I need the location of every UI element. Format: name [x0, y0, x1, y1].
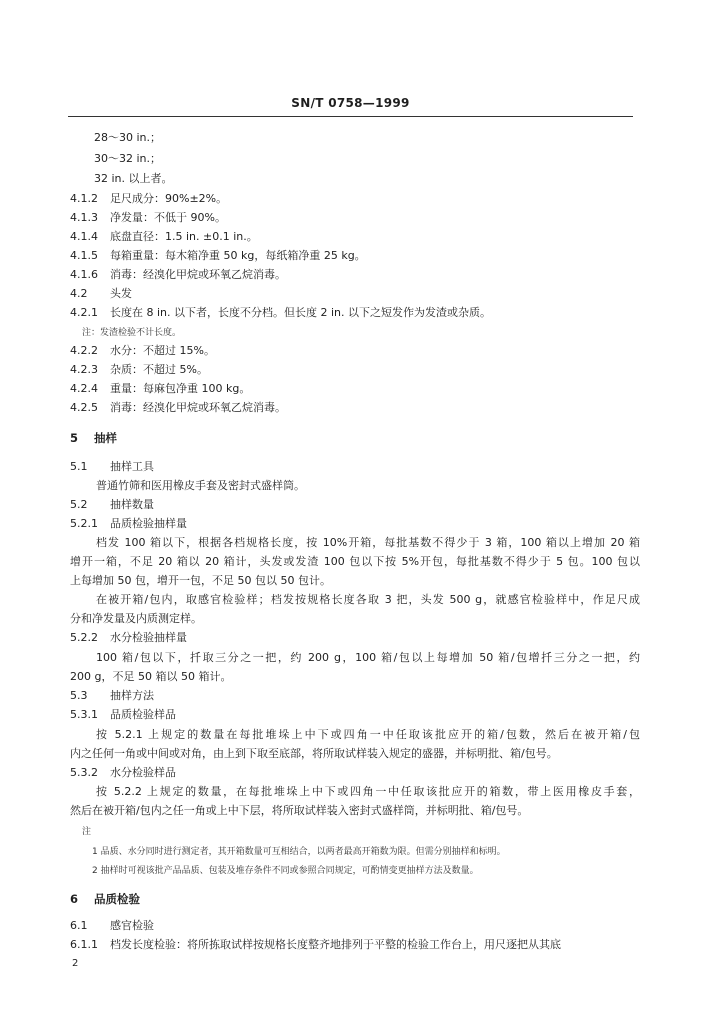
- clause-4-2-3: [70, 363, 640, 377]
- clause-4-1-2: [70, 192, 640, 206]
- clause-text: 重量：每麻包净重 100 kg。: [110, 382, 251, 395]
- clause-4-1-5: [70, 249, 640, 263]
- clause-number: 4.2.5: [70, 401, 98, 414]
- clause-number: 5.2: [70, 498, 88, 511]
- clause-number: 6.1.1: [70, 938, 98, 951]
- clause-number: 4.1.4: [70, 230, 98, 243]
- clause-5-3: [70, 689, 640, 703]
- clause-number: 5.1: [70, 460, 88, 473]
- clause-text: 抽样工具: [110, 460, 154, 473]
- clause-number: 4.2.3: [70, 363, 98, 376]
- clause-text: 杂质：不超过 5%。: [110, 363, 208, 376]
- clause-6-1: [70, 919, 640, 933]
- clause-text: 底盘直径：1.5 in. ±0.1 in.。: [110, 230, 258, 243]
- clause-text: 头发: [110, 287, 132, 300]
- paragraph-line: 上每增加 50 包，增开一包，不足 50 包以 50 包计。: [70, 574, 331, 587]
- page-header: SN/T 0758—1999: [291, 96, 410, 110]
- clause-5-1: [70, 460, 640, 474]
- clause-text: 水分检验抽样量: [110, 631, 187, 644]
- clause-text: 抽样数量: [110, 498, 154, 511]
- clause-number: 5.3.2: [70, 766, 98, 779]
- clause-text: 足尺成分：90%±2%。: [110, 192, 228, 205]
- clause-number: 4.1.2: [70, 192, 98, 205]
- note-line: 注：发渣检验不计长度。: [82, 328, 182, 338]
- note-item: 1 品质、水分同时进行测定者，其开箱数量可互相结合，以两者最高开箱数为限。但需分别抽样和标明。: [92, 847, 506, 857]
- text-line: 32 in. 以上者。: [94, 172, 173, 185]
- clause-4-1-6: [70, 268, 640, 282]
- clause-number: 4.1.3: [70, 211, 98, 224]
- note-heading: 注: [82, 827, 92, 837]
- paragraph-line: 增开一箱，不足 20 箱以 20 箱计，头发或发渣 100 包以下按 5%开包，每批基数不得少于 5 包。100 包以: [70, 555, 640, 568]
- clause-text: 感官检验: [110, 919, 154, 932]
- clause-text: 长度在 8 in. 以下者，长度不分档。但长度 2 in. 以下之短发作为发渣或杂质。: [110, 306, 492, 319]
- paragraph-line: 然后在被开箱/包内之任一角或上中下层，将所取试样装入密封式盛样筒，并标明批、箱/包号。: [70, 804, 529, 817]
- clause-5-2-2: [70, 631, 640, 645]
- clause-number: 4.2.1: [70, 306, 98, 319]
- clause-4-2-1: [70, 306, 640, 320]
- note-item: 2 抽样时可视该批产品品质、包装及堆存条件不同或参照合同规定，可酌情变更抽样方法及数量。: [92, 866, 479, 876]
- clause-4-2-5: [70, 401, 640, 415]
- clause-number: 4.2.4: [70, 382, 98, 395]
- clause-5-2-1: [70, 517, 640, 531]
- clause-text: 品质检验抽样量: [110, 517, 187, 530]
- clause-text: 品质检验样品: [110, 708, 176, 721]
- paragraph-line: 按 5.2.2 上规定的数量，在每批堆垛上中下或四角一中任取该批应开的箱数，带上医用橡皮手套，: [96, 785, 640, 798]
- clause-4-1-3: [70, 211, 640, 225]
- paragraph-line: 在被开箱/包内，取感官检验样；档发按规格长度各取 3 把，头发 500 g，就感官检验样中，作足尺成: [96, 593, 640, 606]
- clause-text: 每箱重量：每木箱净重 50 kg，每纸箱净重 25 kg。: [110, 249, 366, 262]
- clause-4-2: [70, 287, 640, 301]
- clause-text: 净发量：不低于 90%。: [110, 211, 226, 224]
- paragraph-line: 档发 100 箱以下，根据各档规格长度，按 10%开箱，每批基数不得少于 3 箱，100 箱以上增加 20 箱: [96, 536, 640, 549]
- section-5-heading: [70, 431, 640, 445]
- paragraph-line: 分和净发量及内质测定样。: [70, 612, 202, 625]
- clause-number: 4.2.2: [70, 344, 98, 357]
- clause-4-2-4: [70, 382, 640, 396]
- clause-number: 4.2: [70, 287, 88, 300]
- clause-6-1-1: [70, 938, 640, 952]
- clause-number: 5.2.2: [70, 631, 98, 644]
- text-line: 28～30 in.；: [94, 131, 162, 144]
- page-number: 2: [72, 958, 79, 969]
- text-line: 普通竹筛和医用橡皮手套及密封式盛样筒。: [96, 479, 305, 492]
- clause-number: 5.2.1: [70, 517, 98, 530]
- clause-number: 4.1.5: [70, 249, 98, 262]
- header-rule: [68, 116, 633, 117]
- clause-4-2-2: [70, 344, 640, 358]
- clause-text: 消毒：经溴化甲烷或环氧乙烷消毒。: [110, 401, 286, 414]
- paragraph-line: 200 g，不足 50 箱以 50 箱计。: [70, 670, 232, 683]
- clause-text: 抽样方法: [110, 689, 154, 702]
- paragraph-line: 按 5.2.1 上规定的数量在每批堆垛上中下或四角一中任取该批应开的箱/包数，然后在被开箱/包: [96, 728, 640, 741]
- clause-text: 水分检验样品: [110, 766, 176, 779]
- section-6-heading: [70, 892, 640, 906]
- clause-number: 4.1.6: [70, 268, 98, 281]
- clause-number: 5.3: [70, 689, 88, 702]
- clause-number: 5.3.1: [70, 708, 98, 721]
- clause-5-3-1: [70, 708, 640, 722]
- paragraph-line: 内之任何一角或中间或对角，由上到下取至底部，将所取试样装入规定的盛器，并标明批、箱/包号。: [70, 747, 558, 760]
- paragraph-line: 100 箱/包以下，扦取三分之一把，约 200 g，100 箱/包以上每增加 50 箱/包增扦三分之一把，约: [96, 651, 640, 664]
- section-title: 抽样: [94, 431, 117, 445]
- clause-text: 水分：不超过 15%。: [110, 344, 215, 357]
- clause-5-2: [70, 498, 640, 512]
- clause-5-3-2: [70, 766, 640, 780]
- section-title: 品质检验: [94, 892, 140, 906]
- section-number: 6: [70, 892, 79, 906]
- clause-text: 消毒：经溴化甲烷或环氧乙烷消毒。: [110, 268, 286, 281]
- clause-number: 6.1: [70, 919, 88, 932]
- clause-text: 档发长度检验：将所拣取试样按规格长度整齐地排列于平整的检验工作台上，用尺逐把从其底: [110, 938, 561, 951]
- text-line: 30～32 in.；: [94, 152, 162, 165]
- clause-4-1-4: [70, 230, 640, 244]
- section-number: 5: [70, 431, 79, 445]
